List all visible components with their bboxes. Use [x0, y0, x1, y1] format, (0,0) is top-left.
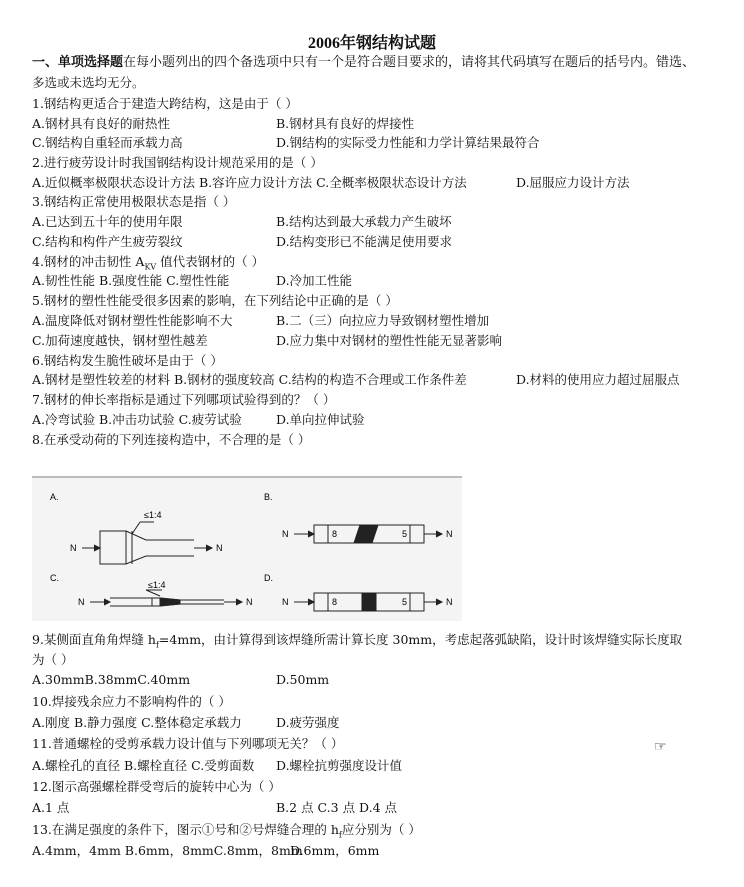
question-9-cont: 为（ ） [32, 652, 74, 667]
q10-options-abc: A.刚度 B.静力强度 C.整体稳定承载力 [32, 715, 242, 730]
q1-option-d: D.钢结构的实际受力性能和力学计算结果最符合 [276, 135, 540, 150]
q11-options-abc: A.螺栓孔的直径 B.螺栓直径 C.受剪面数 [32, 758, 255, 773]
subscript-kv: KV [144, 262, 157, 272]
question-5: 5.钢材的塑性性能受很多因素的影响，在下列结论中正确的是（ ） [32, 293, 398, 308]
section-heading: 一、单项选择题 [32, 55, 124, 70]
question-7: 7.钢材的伸长率指标是通过下列哪项试验得到的？（ ） [32, 392, 336, 407]
question-3: 3.钢结构正常使用极限状态是指（ ） [32, 194, 236, 209]
question-13: 13.在满足强度的条件下，图示①号和②号焊缝合理的 $h_f$应分别为（ ） [32, 822, 421, 840]
force-label-d-right: N [446, 597, 453, 607]
q10-option-d: D.疲劳强度 [276, 715, 340, 730]
force-label-a-left: N [70, 543, 77, 553]
subscript-f: f [155, 640, 159, 650]
figure-label-d: D. [264, 573, 273, 583]
hand-cursor-icon: ☞ [654, 739, 667, 755]
q1-option-a: A.钢材具有良好的耐热性 [32, 116, 171, 131]
section-instruction: 一、单项选择题在每小题列出的四个备选项中只有一个是符合题目要求的，请将其代码填写在题后的括号内。错选、 [32, 55, 696, 70]
q6-options-abc: A.钢材是塑性较差的材料 B.钢材的强度较高 C.结构的构造不合理或工作条件差 [32, 372, 467, 387]
q3-option-d: D.结构变形已不能满足使用要求 [276, 234, 453, 249]
page-title: 2006年钢结构试题 [307, 35, 436, 52]
q9-options-abc: A.30mmB.38mmC.40mm [32, 672, 191, 687]
force-label-a-right: N [216, 543, 223, 553]
dim-label-d-5: 5 [402, 597, 408, 607]
q3-option-c: C.结构和构件产生疲劳裂纹 [32, 234, 183, 249]
force-label-b-right: N [446, 529, 453, 539]
question-4: 4.钢材的冲击韧性 $A_{KV}$ 值代表钢材的（ ） [32, 254, 265, 272]
q3-option-a: A.已达到五十年的使用年限 [32, 214, 183, 229]
q5-option-b: B.二（三）向拉应力导致钢材塑性增加 [276, 313, 490, 328]
q2-option-d: D.屈服应力设计方法 [516, 175, 630, 190]
q5-option-c: C.加荷速度越快，钢材塑性越差 [32, 333, 208, 348]
q13-options-abc: A.4mm，4mm B.6mm，8mmC.8mm，8mm [32, 843, 303, 858]
q7-options-abc: A.冷弯试验 B.冲击功试验 C.疲劳试验 [32, 412, 242, 427]
figure-label-b: B. [264, 492, 273, 502]
q1-option-b: B.钢材具有良好的焊接性 [276, 116, 415, 131]
force-label-c-right: N [246, 597, 253, 607]
q6-option-d: D.材料的使用应力超过屈服点 [516, 372, 680, 387]
weld-connection-figure [32, 476, 462, 621]
question-12: 12.图示高强螺栓群受弯后的旋转中心为（ ） [32, 779, 281, 794]
question-6: 6.钢结构发生脆性破坏是由于（ ） [32, 353, 223, 368]
q9-option-d: D.50mm [276, 672, 330, 687]
slope-label-c: ≤1:4 [148, 580, 166, 590]
question-2: 2.进行疲劳设计时我国钢结构设计规范采用的是（ ） [32, 155, 323, 170]
q12-options-bcd: B.2 点 C.3 点 D.4 点 [276, 800, 398, 815]
question-10: 10.焊接残余应力不影响构件的（ ） [32, 694, 231, 709]
q3-option-b: B.结构达到最大承载力产生破坏 [276, 214, 452, 229]
question-8: 8.在承受动荷的下列连接构造中，不合理的是（ ） [32, 432, 311, 447]
force-label-b-left: N [282, 529, 289, 539]
question-9: 9.某侧面直角角焊缝 $h_f=4mm$，由计算得到该焊缝所需计算长度 30mm，考虑起落弧缺陷，设计时该焊缝实际长度取 [32, 632, 683, 650]
force-label-d-left: N [282, 597, 289, 607]
section-instruction-cont: 多选或未选均无分。 [32, 75, 145, 90]
figure-label-a: A. [50, 492, 59, 502]
figure-label-c: C. [50, 573, 59, 583]
q11-option-d: D.螺栓抗剪强度设计值 [276, 758, 403, 773]
q2-options-abc: A.近似概率极限状态设计方法 B.容许应力设计方法 C.全概率极限状态设计方法 [32, 175, 467, 190]
dim-label-b-8: 8 [332, 529, 338, 539]
q5-option-a: A.温度降低对钢材塑性性能影响不大 [32, 313, 233, 328]
dim-label-b-5: 5 [402, 529, 408, 539]
q4-options-abc: A.韧性性能 B.强度性能 C.塑性性能 [32, 273, 230, 288]
q4-option-d: D.冷加工性能 [276, 273, 353, 288]
q12-option-a: A.1 点 [32, 800, 70, 815]
dim-label-d-8: 8 [332, 597, 338, 607]
question-1: 1.钢结构更适合于建造大跨结构，这是由于（ ） [32, 96, 298, 111]
question-11: 11.普通螺栓的受剪承载力设计值与下列哪项无关？（ ） [32, 736, 344, 751]
q13-option-d: D.6mm，6mm [290, 843, 380, 858]
subscript-f-13: f [338, 830, 342, 840]
q7-option-d: D.单向拉伸试验 [276, 412, 365, 427]
force-label-c-left: N [78, 597, 85, 607]
q5-option-d: D.应力集中对钢材的塑性性能无显著影响 [276, 333, 503, 348]
q1-option-c: C.钢结构自重轻而承载力高 [32, 135, 183, 150]
slope-label-a: ≤1:4 [144, 510, 162, 520]
